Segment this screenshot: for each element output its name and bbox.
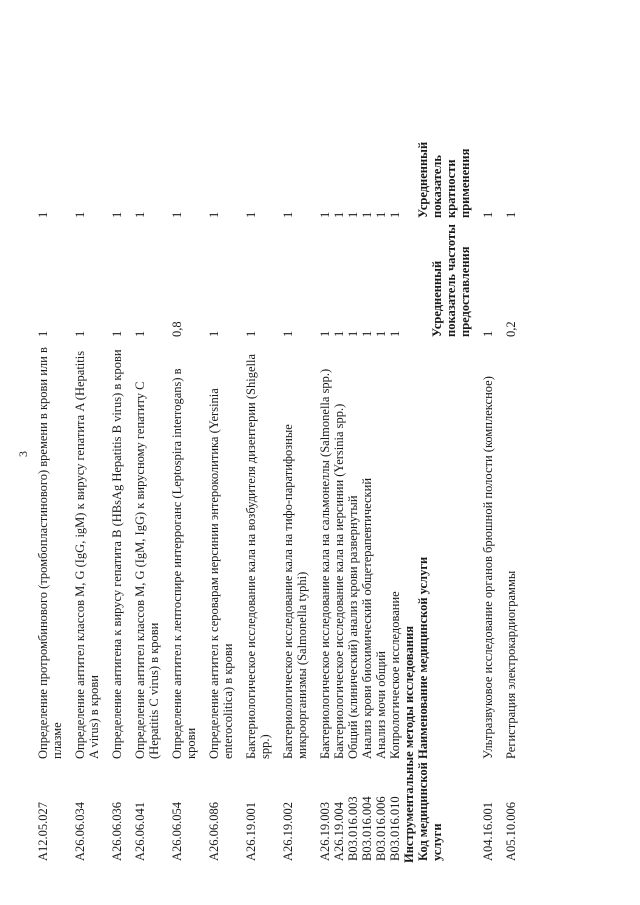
service-code: B03.016.010 <box>388 796 402 861</box>
multiplicity-value: 1 <box>360 211 374 218</box>
table-row <box>124 118 161 863</box>
multiplicity-value: 1 <box>170 211 184 218</box>
frequency-value: 1 <box>481 330 495 337</box>
table-row <box>101 118 124 863</box>
instrumental-tests-body <box>472 118 518 863</box>
frequency-value: 1 <box>281 330 295 337</box>
table-row <box>198 118 235 863</box>
frequency-value: 1 <box>133 330 147 337</box>
frequency-value: 1 <box>73 330 87 337</box>
table-row <box>332 118 346 863</box>
header-frequency: Усредненный показатель частоты предоставления <box>430 224 472 337</box>
service-name: Бактериологическое исследование кала на иерсинии (Yersinia spp.) <box>332 403 346 759</box>
frequency-value: 1 <box>388 330 402 337</box>
table-row <box>36 118 64 863</box>
table-row <box>495 118 518 863</box>
multiplicity-value: 1 <box>318 211 332 218</box>
multiplicity-value: 1 <box>281 211 295 218</box>
multiplicity-value: 1 <box>73 211 87 218</box>
lab-tests-body <box>36 118 402 863</box>
service-code: A26.19.001 <box>244 801 258 861</box>
service-name: Определение антител к лептоспире интерроганс (Leptospira interrogans) в крови <box>170 368 198 759</box>
service-name: Регистрация электрокардиограммы <box>504 570 518 759</box>
service-code: A26.06.086 <box>207 801 221 861</box>
frequency-value: 1 <box>318 330 332 337</box>
table-row <box>161 118 198 863</box>
frequency-value: 1 <box>36 330 50 337</box>
table-row <box>360 118 374 863</box>
frequency-value: 1 <box>360 330 374 337</box>
service-name: Общий (клинический) анализ крови развернутый <box>346 495 360 759</box>
multiplicity-value: 1 <box>133 211 147 218</box>
service-code: A26.19.004 <box>332 801 346 861</box>
frequency-value: 1 <box>110 330 124 337</box>
table-row <box>272 118 309 863</box>
service-code: B03.016.004 <box>360 796 374 861</box>
service-name: Анализ крови биохимический общетерапевтический <box>360 477 374 759</box>
multiplicity-value: 1 <box>481 211 495 218</box>
service-code: A26.06.041 <box>133 801 147 861</box>
service-code: A04.16.001 <box>481 801 495 861</box>
multiplicity-value: 1 <box>504 211 518 218</box>
section-title: Инструментальные методы исследования <box>402 625 416 863</box>
service-name: Определение антител к сероварам иерсинии энтероколитика (Yersinia enterocolitica) в крови <box>207 388 235 759</box>
frequency-value: 1 <box>346 330 360 337</box>
service-code: B03.016.006 <box>374 796 388 861</box>
service-code: A26.06.034 <box>73 801 87 861</box>
service-code: A26.06.054 <box>170 801 184 861</box>
header-row <box>416 118 472 863</box>
service-code: B03.016.003 <box>346 796 360 861</box>
service-code: A05.10.006 <box>504 801 518 861</box>
service-code: A26.19.003 <box>318 801 332 861</box>
multiplicity-value: 1 <box>332 211 346 218</box>
table-row <box>346 118 360 863</box>
service-name: Определение антител классов M, G (IgM, IgG) к вирусному гепатиту C (Hepatitis C virus) в крови <box>133 381 161 759</box>
table-row <box>64 118 101 863</box>
service-name: Определение протромбинового (тромбопластинового) времени в крови или в плазме <box>36 347 64 759</box>
service-code: A26.06.036 <box>110 801 124 861</box>
multiplicity-value: 1 <box>207 211 221 218</box>
table-row <box>309 118 332 863</box>
service-name: Копрологическое исследование <box>388 591 402 759</box>
services-table <box>36 118 518 863</box>
table-row <box>472 118 495 863</box>
header-multiplicity: Усредненный показатель кратности применения <box>416 141 472 218</box>
page-number: 3 <box>16 451 30 457</box>
table-row <box>388 118 402 863</box>
service-name: Анализ мочи общий <box>374 651 388 759</box>
service-code: A26.19.002 <box>281 801 295 861</box>
service-code: A12.05.027 <box>36 801 50 861</box>
header-name: Наименование медицинской услуги <box>416 556 430 759</box>
instrumental-section <box>402 118 472 863</box>
frequency-value: 1 <box>332 330 346 337</box>
service-name: Бактериологическое исследование кала на возбудителя дизентерии (Shigella spp.) <box>244 354 272 759</box>
multiplicity-value: 1 <box>388 211 402 218</box>
service-name: Определение антигена к вирусу гепатита B (HBsAg Hepatitis B virus) в крови <box>110 349 124 759</box>
service-name: Бактериологическое исследование кала на сальмонеллы (Salmonella spp.) <box>318 368 332 759</box>
frequency-value: 1 <box>207 330 221 337</box>
multiplicity-value: 1 <box>36 211 50 218</box>
service-name: Определение антител классов M, G (IgG, igM) к вирусу гепатита A (Hepatitis A virus) в крови <box>73 350 101 759</box>
multiplicity-value: 1 <box>244 211 258 218</box>
multiplicity-value: 1 <box>346 211 360 218</box>
table-row <box>235 118 272 863</box>
table-row <box>374 118 388 863</box>
frequency-value: 0,8 <box>170 321 184 337</box>
service-name: Ультразвуковое исследование органов брюшной полости (комплексное) <box>481 376 495 759</box>
frequency-value: 0,2 <box>504 321 518 337</box>
service-name: Бактериологическое исследование кала на тифо-паратифозные микроорганизмы (Salmonella typhi) <box>281 424 309 759</box>
section-row <box>402 118 416 863</box>
multiplicity-value: 1 <box>110 211 124 218</box>
header-code: Код медицинской услуги <box>416 762 444 861</box>
frequency-value: 1 <box>374 330 388 337</box>
multiplicity-value: 1 <box>374 211 388 218</box>
frequency-value: 1 <box>244 330 258 337</box>
